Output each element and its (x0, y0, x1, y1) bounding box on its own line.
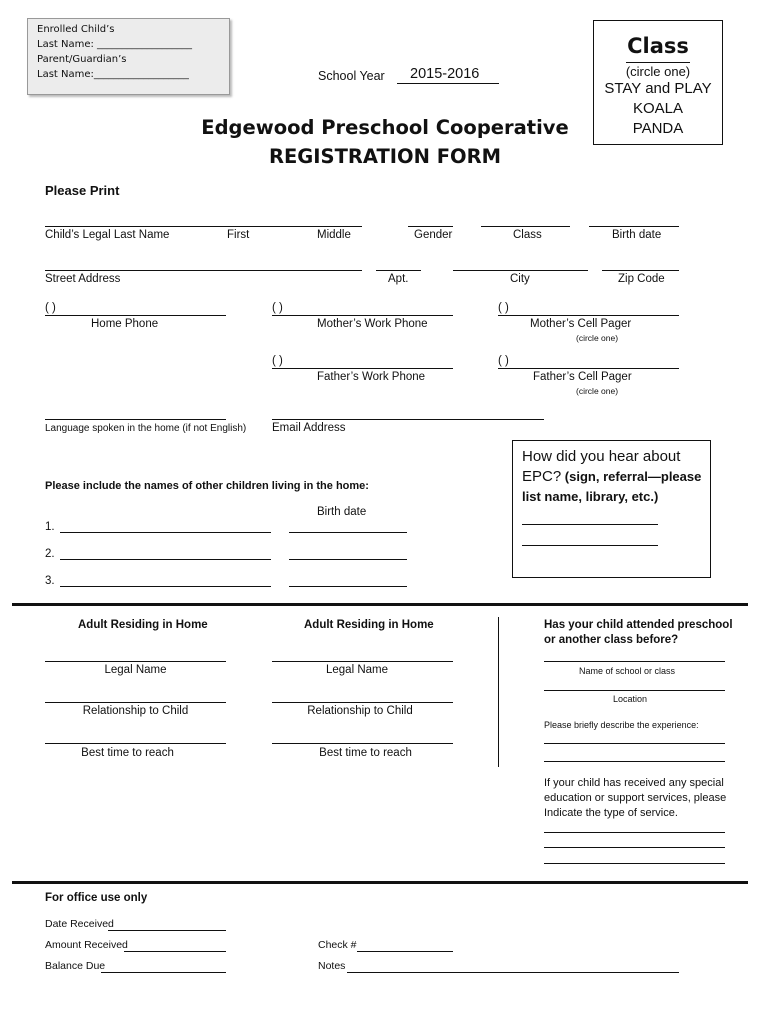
service-line-3[interactable] (544, 863, 725, 864)
class-field[interactable] (481, 226, 570, 227)
class-option-panda[interactable]: PANDA (632, 120, 684, 137)
adult-1-best-time-field[interactable] (45, 743, 226, 744)
child-name-field[interactable] (45, 226, 362, 227)
preschool-question-2: or another class before? (544, 634, 679, 646)
school-year-value[interactable]: 2015-2016 (410, 66, 480, 82)
enrolled-child-lastname-field[interactable]: Last Name: ___________________ (37, 39, 193, 50)
balance-due-label: Balance Due (45, 960, 106, 972)
hear-question-line1: How did you hear about (522, 448, 681, 465)
father-cell-area: ( ) (498, 355, 509, 367)
service-line-2[interactable] (544, 847, 725, 848)
location-field[interactable] (544, 690, 725, 691)
section-divider (12, 603, 748, 606)
org-name: Edgewood Preschool Cooperative (201, 116, 569, 139)
notes-label: Notes (318, 960, 346, 972)
other-child-number-2: 2. (45, 548, 55, 560)
amount-received-label: Amount Received (45, 939, 128, 951)
hear-answer-line-2[interactable] (522, 545, 658, 546)
adult-2-header: Adult Residing in Home (304, 619, 434, 631)
class-label: Class (513, 229, 542, 241)
home-phone-label: Home Phone (91, 318, 159, 330)
other-child-number-3: 3. (45, 575, 55, 587)
please-print-heading: Please Print (45, 183, 120, 198)
adult-1-relationship-label: Relationship to Child (82, 705, 189, 717)
mother-cell-area: ( ) (498, 302, 509, 314)
adult-1-best-time-label: Best time to reach (81, 747, 174, 759)
father-cell-pager-label[interactable]: Father’s Cell Pager (533, 371, 632, 383)
mother-work-phone-field[interactable] (272, 315, 453, 316)
adult-2-legal-name-field[interactable] (272, 661, 453, 662)
apt-label: Apt. (388, 273, 409, 285)
hear-question-line2 (522, 467, 710, 487)
school-name-field[interactable] (544, 661, 725, 662)
class-selection-box (593, 20, 723, 145)
zip-field[interactable] (602, 270, 679, 271)
adult-1-relationship-field[interactable] (45, 702, 226, 703)
other-child-name-2[interactable] (60, 559, 271, 560)
adult-2-best-time-field[interactable] (272, 743, 453, 744)
adult-1-legal-name-label: Legal Name (104, 664, 167, 676)
father-work-phone-label: Father’s Work Phone (317, 371, 426, 383)
father-work-area: ( ) (272, 355, 283, 367)
adult-2-relationship-field[interactable] (272, 702, 453, 703)
enrolled-child-label: Enrolled Child’s (37, 24, 115, 35)
other-child-birth-1[interactable] (289, 532, 407, 533)
other-child-birth-3[interactable] (289, 586, 407, 587)
preschool-question-1: Has your child attended preschool (544, 619, 733, 631)
father-cell-field[interactable] (498, 368, 679, 369)
language-label: Language spoken in the home (if not English) (45, 423, 247, 434)
adult-2-legal-name-label: Legal Name (325, 664, 388, 676)
other-child-number-1: 1. (45, 521, 55, 533)
service-line-1[interactable] (544, 832, 725, 833)
date-received-label: Date Received (45, 918, 114, 930)
class-box-hint: (circle one) (625, 64, 691, 79)
gender-label: Gender (414, 229, 453, 241)
mother-work-phone-label: Mother’s Work Phone (317, 318, 428, 330)
home-phone-area: ( ) (45, 302, 56, 314)
office-use-heading: For office use only (45, 892, 148, 904)
mother-work-area: ( ) (272, 302, 283, 314)
column-divider (498, 617, 499, 767)
mother-circle-one: (circle one) (576, 333, 619, 343)
check-field[interactable] (357, 951, 453, 952)
adult-2-best-time-label: Best time to reach (319, 747, 412, 759)
mother-cell-field[interactable] (498, 315, 679, 316)
school-year-label: School Year (318, 69, 385, 83)
apt-field[interactable] (376, 270, 421, 271)
parent-guardian-label: Parent/Guardian’s (37, 54, 127, 65)
school-name-label: Name of school or class (578, 666, 676, 676)
father-circle-one: (circle one) (576, 386, 619, 396)
class-box-title: Class (627, 34, 689, 58)
hear-question-line3: list name, library, etc.) (522, 489, 659, 504)
date-received-field[interactable] (108, 930, 226, 931)
birth-date-label: Birth date (612, 229, 662, 241)
enrolled-name-box (27, 18, 230, 95)
adult-1-legal-name-field[interactable] (45, 661, 226, 662)
gender-field[interactable] (408, 226, 453, 227)
special-services-line-2: education or support services, please (544, 792, 727, 804)
city-field[interactable] (453, 270, 588, 271)
notes-field[interactable] (347, 972, 679, 973)
other-child-name-3[interactable] (60, 586, 271, 587)
hear-answer-line-1[interactable] (522, 524, 658, 525)
balance-due-field[interactable] (101, 972, 226, 973)
father-work-phone-field[interactable] (272, 368, 453, 369)
other-children-label: Please include the names of other children living in the home: (45, 480, 369, 492)
parent-lastname-field[interactable]: Last Name:___________________ (37, 69, 189, 80)
birth-date-field[interactable] (589, 226, 679, 227)
other-child-birth-2[interactable] (289, 559, 407, 560)
how-did-you-hear-box (512, 440, 711, 578)
other-child-name-1[interactable] (60, 532, 271, 533)
language-field[interactable] (45, 419, 226, 420)
experience-line-2[interactable] (544, 761, 725, 762)
home-phone-field[interactable] (45, 315, 226, 316)
form-title (185, 113, 585, 171)
check-label: Check # (318, 939, 357, 951)
office-divider (12, 881, 748, 884)
street-field[interactable] (45, 270, 362, 271)
registration-form-title: REGISTRATION FORM (268, 145, 502, 168)
amount-received-field[interactable] (124, 951, 226, 952)
mother-cell-pager-label[interactable]: Mother’s Cell Pager (530, 318, 632, 330)
email-field[interactable] (272, 419, 544, 420)
child-middle-label: Middle (317, 229, 351, 241)
adult-2-relationship-label: Relationship to Child (307, 705, 413, 717)
class-option-stay-play[interactable]: STAY and PLAY (604, 80, 712, 97)
special-services-line-1: If your child has received any special (544, 777, 724, 789)
child-last-name-label: Child’s Legal Last Name (45, 229, 170, 241)
street-label: Street Address (45, 273, 121, 285)
describe-experience-label: Please briefly describe the experience: (544, 720, 699, 730)
child-first-label: First (227, 229, 250, 241)
hear-epc: EPC? (522, 468, 562, 485)
city-label: City (510, 273, 530, 285)
zip-label: Zip Code (618, 273, 665, 285)
experience-line-1[interactable] (544, 743, 725, 744)
adult-1-header: Adult Residing in Home (78, 619, 208, 631)
location-label: Location (612, 694, 648, 704)
special-services-line-3: Indicate the type of service. (544, 807, 678, 819)
email-label: Email Address (272, 422, 346, 434)
other-children-birth-date-label: Birth date (317, 506, 367, 518)
hear-hint: (sign, referral—please (561, 469, 702, 484)
class-option-koala[interactable]: KOALA (632, 100, 684, 117)
